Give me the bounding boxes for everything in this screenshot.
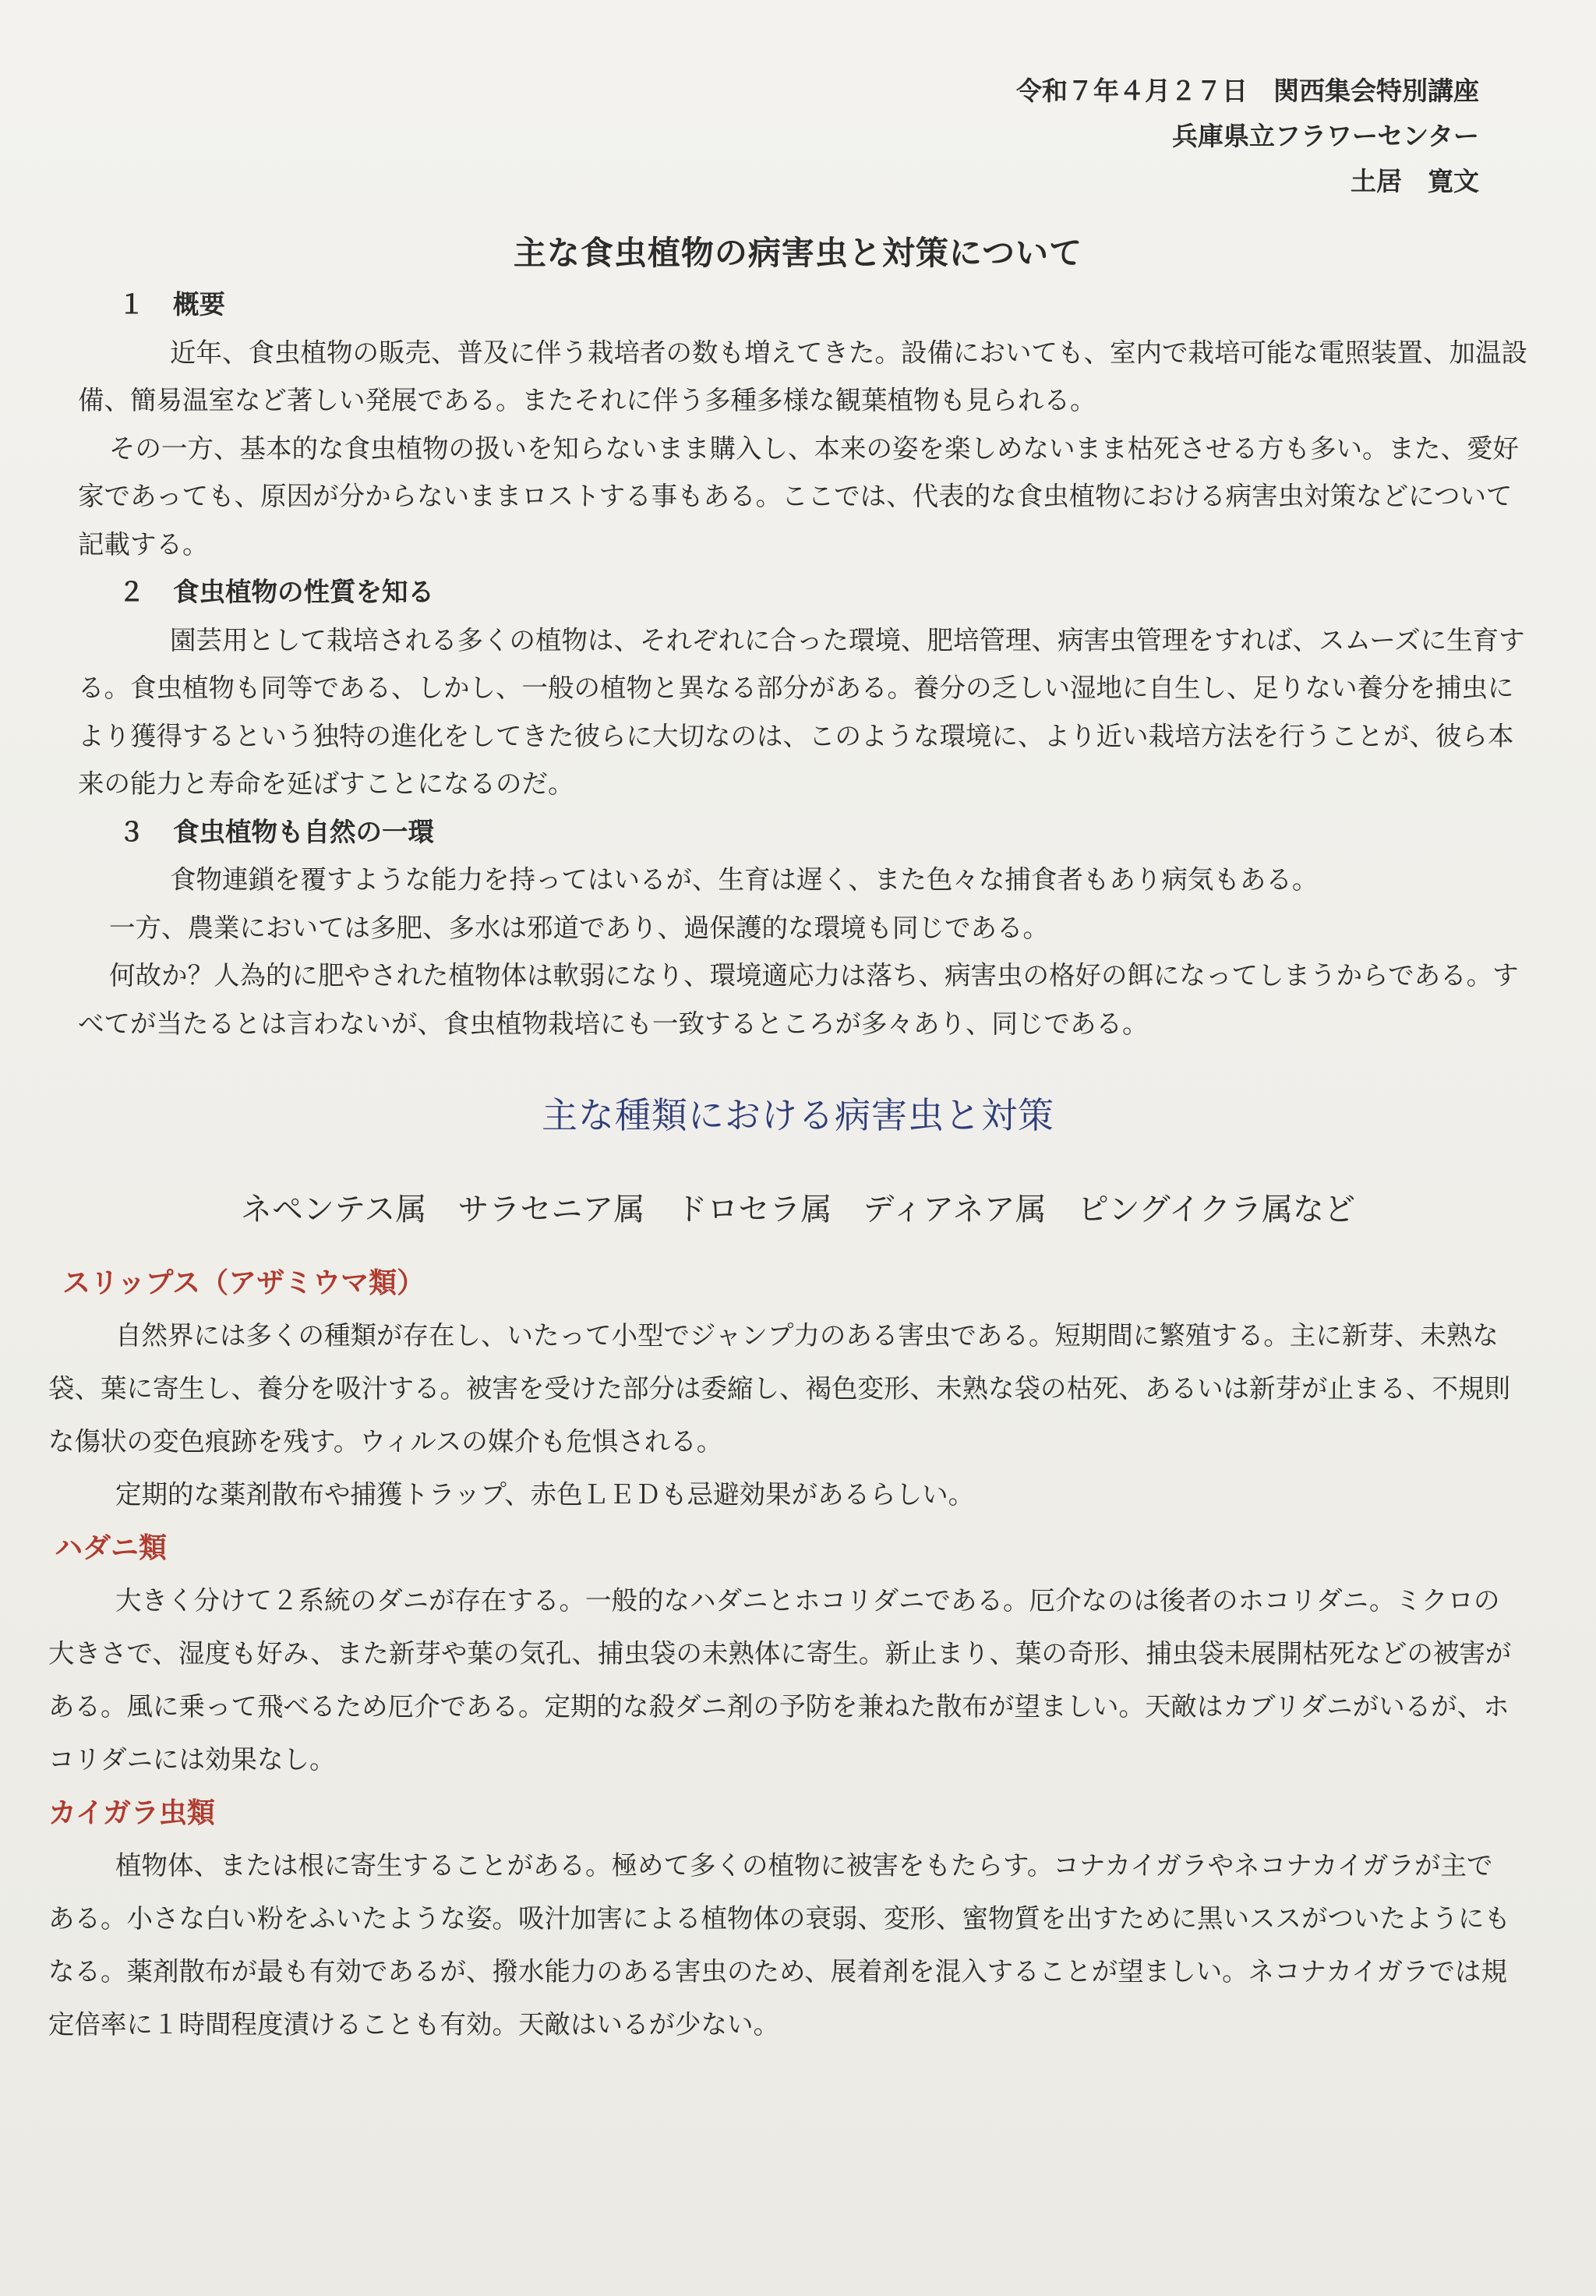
section-heading-nature xyxy=(118,568,1527,616)
genus-item: サラセニア属 xyxy=(457,1192,645,1227)
section-title: 食虫植物の性質を知る xyxy=(173,577,434,607)
pest-paragraph: 植物体、または根に寄生することがある。極めて多くの植物に被害をもたらす。コナカイガラやネコナカイガラが主である。小さな白い粉をふいたような姿。吸汁加害による植物体の衰弱、変形、蜜物質を出すために黒いススがついたようにもなる。薬剤散布が最も有効であるが、撥水能力のある害虫のため、展着剤を混入することが望ましい。ネコナカイガラでは規定倍率に１時間程度漬けることも有効。天敵はいるが少ない。 xyxy=(48,1850,1510,2040)
pest-heading-thrips: スリップス（アザミウマ類） xyxy=(62,1266,425,1299)
section-number: ３ xyxy=(118,816,145,847)
paragraph: 何故か？人為的に肥やされた植物体は軟弱になり、環境適応力は落ち、病害虫の格好の餌になってしまうからである。すべてが当たるとは言わないが、食虫植物栽培にも一致するところが多々あり、同じである。 xyxy=(78,960,1519,1039)
pest-heading-scale-insects: カイガラ虫類 xyxy=(48,1796,215,1829)
paragraph: 一方、農業においては多肥、多水は邪道であり、過保護的な環境も同じである。 xyxy=(109,912,1049,943)
document-body xyxy=(78,281,1527,1047)
paragraph: その一方、基本的な食虫植物の扱いを知らないまま購入し、本来の姿を楽しめないまま枯死させる方も多い。また、愛好家であっても、原因が分からないままロストする事もある。ここでは、代表的な食虫植物における病害虫対策などについて記載する。 xyxy=(78,433,1519,560)
pest-paragraph: 定期的な薬剤散布や捕獲トラップ、赤色ＬＥＤも忌避効果があるらしい。 xyxy=(115,1479,975,1510)
paragraph: 近年、食虫植物の販売、普及に伴う栽培者の数も増えてきた。設備においても、室内で栽培可能な電照装置、加温設備、簡易温室など著しい発展である。またそれに伴う多種多様な観葉植物も見られる。 xyxy=(78,337,1527,415)
pest-heading-mites: ハダニ類 xyxy=(55,1531,168,1564)
section-number: １ xyxy=(118,289,145,320)
author-line: 土居 寛文 xyxy=(1351,166,1479,196)
genus-item: ネペンテス属 xyxy=(240,1192,427,1227)
date-event-line: 令和７年４月２７日 関西集会特別講座 xyxy=(1016,76,1479,106)
document-title: 主な食虫植物の病害虫と対策について xyxy=(513,234,1083,272)
document-header xyxy=(1016,69,1479,204)
pest-section-title: 主な種類における病害虫と対策 xyxy=(542,1094,1054,1136)
pest-paragraph: 自然界には多くの種類が存在し、いたって小型でジャンプ力のある害虫である。短期間に繁殖する。主に新芽、未熟な袋、葉に寄生し、養分を吸汁する。被害を受けた部分は委縮し、褐色変形、未熟な袋の枯死、あるいは新芽が止まる、不規則な傷状の変色痕跡を残す。ウィルスの媒介も危惧される。 xyxy=(48,1320,1510,1457)
genera-list xyxy=(0,1185,1596,1229)
pest-list xyxy=(48,1256,1513,2051)
genus-item: ドロセラ属 xyxy=(676,1192,832,1227)
section-heading-overview xyxy=(118,281,1527,329)
section-heading-ecosystem xyxy=(118,808,1527,857)
pest-paragraph: 大きく分けて２系統のダニが存在する。一般的なハダニとホコリダニである。厄介なのは後者のホコリダニ。ミクロの大きさで、湿度も好み、また新芽や葉の気孔、捕虫袋の未熟体に寄生。新止まり、葉の奇形、捕虫袋未展開枯死などの被害がある。風に乗って飛べるため厄介である。定期的な殺ダニ剤の予防を兼ねた散布が望ましい。天敵はカブリダニがいるが、ホコリダニには効果なし。 xyxy=(48,1585,1512,1775)
genus-item: ピングイクラ属など xyxy=(1077,1192,1355,1227)
section-title: 食虫植物も自然の一環 xyxy=(173,816,434,847)
section-number: ２ xyxy=(118,577,145,607)
section-title: 概要 xyxy=(173,289,225,320)
organization-line: 兵庫県立フラワーセンター xyxy=(1171,121,1479,151)
paragraph: 園芸用として栽培される多くの植物は、それぞれに合った環境、肥培管理、病害虫管理をすれば、スムーズに生育する。食虫植物も同等である、しかし、一般の植物と異なる部分がある。養分の乏しい湿地に自生し、足りない養分を捕虫により獲得するという独特の進化をしてきた彼らに大切なのは、このような環境に、より近い栽培方法を行うことが、彼ら本来の能力と寿命を延ばすことになるのだ。 xyxy=(78,624,1525,799)
genus-item: ディアネア属 xyxy=(863,1192,1047,1227)
paragraph: 食物連鎖を覆すような能力を持ってはいるが、生育は遅く、また色々な捕食者もあり病気もある。 xyxy=(170,864,1319,895)
